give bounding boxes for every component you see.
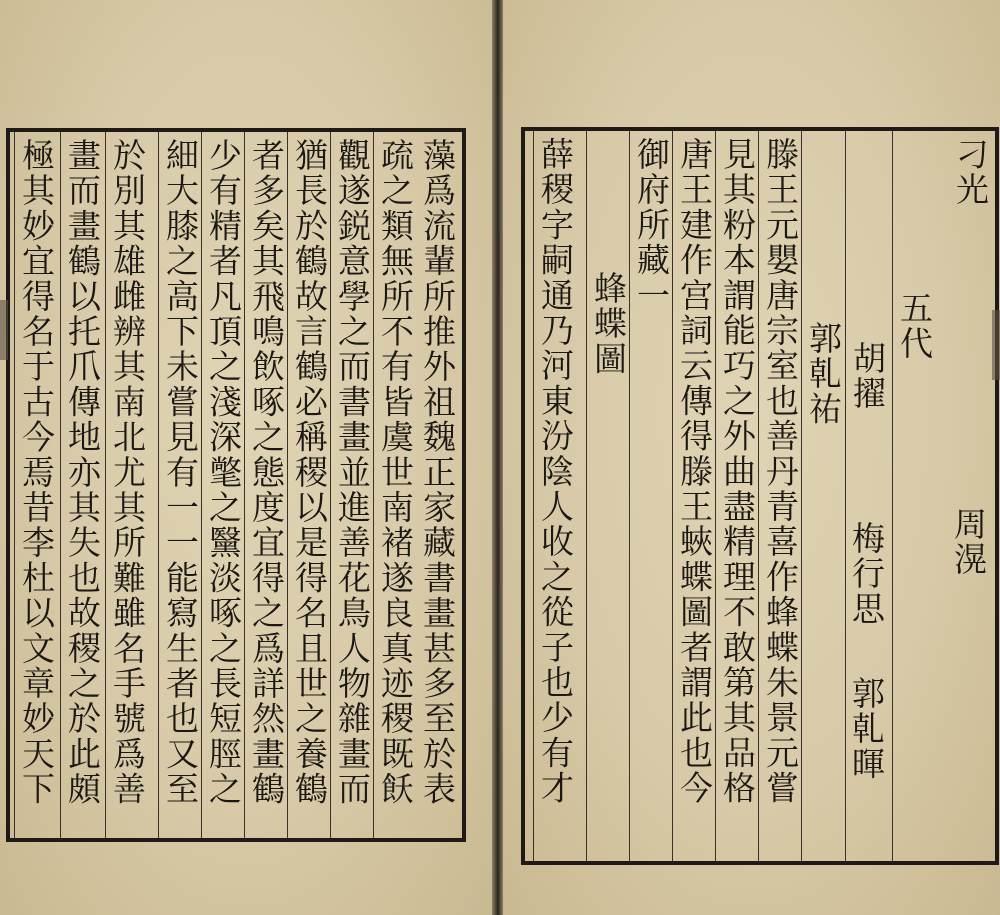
column-text: 觀遂鋭意學之而書畫並進善花鳥人物雜畫而 <box>333 138 372 807</box>
left-column-8 <box>105 132 149 838</box>
right-column-13 <box>533 131 577 861</box>
column-text: 刁光 <box>951 137 990 208</box>
left-column-10 <box>14 132 58 838</box>
column-text: 五代 <box>895 291 934 362</box>
left-column-4 <box>287 132 331 838</box>
column-text: 梅行思 <box>847 521 886 627</box>
column-text: 薛稷字嗣通乃河東汾陰人收之從子也少有才 <box>536 137 575 806</box>
column-text: 滕王元嬰唐宗室也善丹青喜作蜂蝶朱景元嘗 <box>761 137 800 806</box>
right-column-8 <box>758 131 802 861</box>
left-page <box>0 0 492 915</box>
right-column-10 <box>672 131 716 861</box>
column-text: 郭乹祐 <box>804 321 843 427</box>
right-column-6 <box>801 131 845 861</box>
column-text: 御府所藏一 <box>632 137 671 313</box>
column-text: 胡擢 <box>848 341 887 412</box>
right-column-2 <box>947 131 990 861</box>
left-column-1 <box>416 132 459 838</box>
right-page <box>503 0 1000 915</box>
left-column-6 <box>201 132 245 838</box>
column-text: 周滉 <box>949 507 988 578</box>
right-column-3 <box>892 131 936 861</box>
right-column-7 <box>845 131 888 861</box>
right-text-frame <box>521 127 999 865</box>
left-column-2 <box>373 132 417 838</box>
book-gutter <box>492 0 503 915</box>
column-text: 唐王建作宫詞云傳得滕王蛺蝶圖者謂此也今 <box>675 137 714 806</box>
column-text: 疏之類無所不有皆虞世南褚遂良真迹稷既飫 <box>376 138 415 807</box>
column-text: 見其粉本謂能巧之外曲盡精理不敢第其品格 <box>718 137 757 806</box>
left-column-5 <box>244 132 288 838</box>
left-text-frame <box>6 128 466 842</box>
right-column-12 <box>586 131 630 861</box>
column-text: 猶長於鶴故言鶴必稱稷以是得名且世之養鶴 <box>290 138 329 807</box>
column-text: 少有精者凡頂之淺深氅之黳淡啄之長短脛之 <box>204 138 243 807</box>
column-text: 郭乹暉 <box>847 676 886 782</box>
right-column-11 <box>629 131 673 861</box>
spacer <box>937 131 947 861</box>
column-text: 於別其雄雌辨其南北尤其所難雖名手號爲善 <box>108 138 147 807</box>
column-text: 藻爲流輩所推外祖魏正家藏書畫甚多至於表 <box>418 138 457 807</box>
column-text: 畫而畫鶴以托爪傳地亦其失也故稷之於此頗 <box>63 138 102 807</box>
column-text: 細大膝之高下未嘗見有一一能寫生者也又至 <box>161 138 200 807</box>
column-text: 蜂蝶圖 <box>589 271 628 377</box>
left-column-7 <box>158 132 202 838</box>
right-column-9 <box>715 131 759 861</box>
column-text: 者多矣其飛鳴飲啄之態度宜得之爲詳然畫鶴 <box>247 138 286 807</box>
page-edge-mark <box>992 310 1000 380</box>
left-column-9 <box>60 132 104 838</box>
left-column-3 <box>330 132 374 838</box>
column-text: 極其妙宜得名于古今焉昔李杜以文章妙天下 <box>17 138 56 807</box>
page-edge-mark <box>0 300 8 360</box>
